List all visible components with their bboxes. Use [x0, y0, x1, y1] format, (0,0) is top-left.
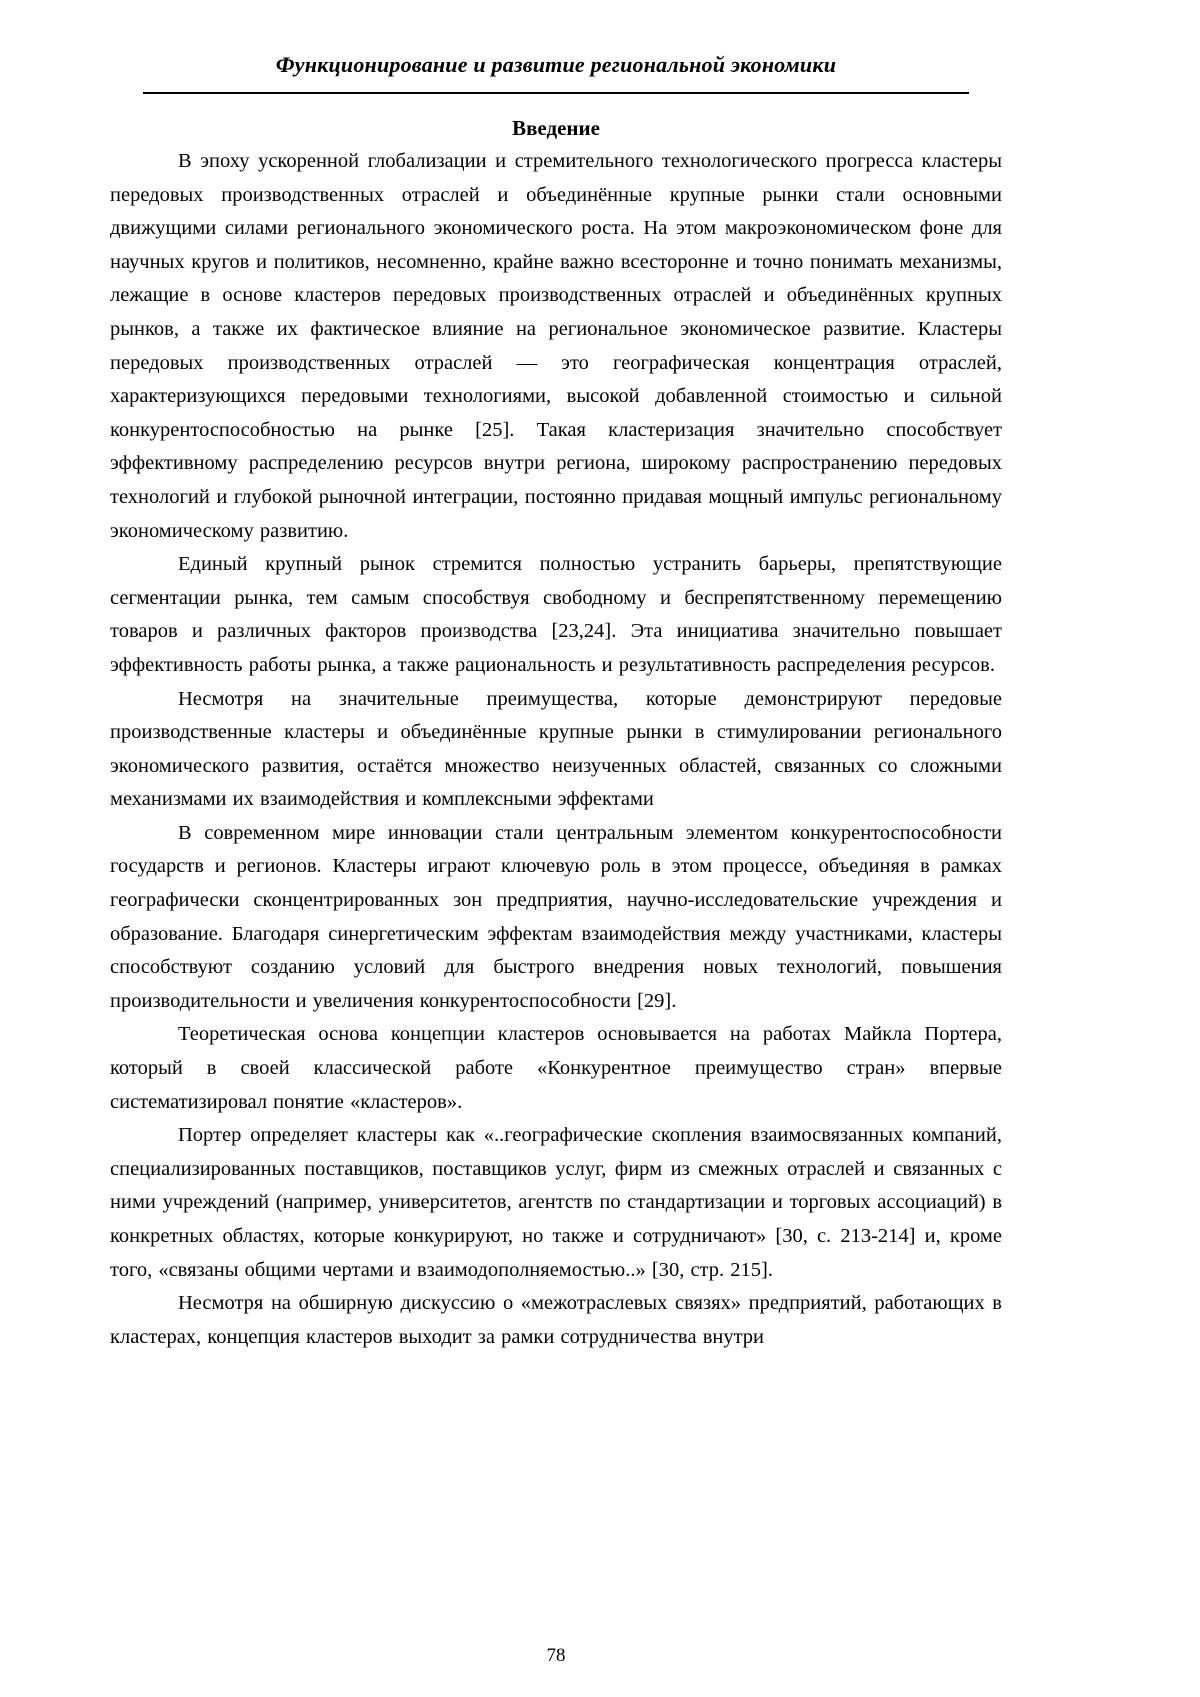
paragraph-7: Несмотря на обширную дискуссию о «межотраслевых связях» предприятий, работающих в кластерах, концепция кластеров выходит за рамки сотрудничества внутри — [110, 1292, 1002, 1348]
body-text — [110, 145, 1002, 1354]
header-rule — [143, 92, 969, 94]
paragraph-6: Портер определяет кластеры как «..географические скопления взаимосвязанных компаний, специализированных поставщиков, поставщиков услуг, фирм из смежных отраслей и связанных с ними учреждений (например, университетов, агентств по стандартизации и торговых ассоциаций) в конкретных областях, которые конкурируют, но также и сотрудничают» [30, с. 213-214] и, кроме того, «связаны общими чертами и взаимодополняемостью..» [30, стр. 215]. — [110, 1124, 1002, 1281]
running-head: Функционирование и развитие региональной экономики — [275, 52, 837, 77]
section-title: Введение — [512, 116, 600, 140]
page-footer — [110, 1635, 1002, 1667]
paragraph-2: Единый крупный рынок стремится полностью устранить барьеры, препятствующие сегментации рынка, тем самым способствуя свободному и беспрепятственному перемещению товаров и различных факторов производства [23,24]. Эта инициатива значительно повышает эффективность работы рынка, а также рациональность и результативность распределения ресурсов. — [110, 553, 1002, 676]
page-number: 78 — [546, 1645, 566, 1666]
paragraph-4: В современном мире инновации стали центральным элементом конкурентоспособности государств и регионов. Кластеры играют ключевую роль в этом процессе, объединяя в рамках географически сконцентрированных зон предприятия, научно-исследовательские учреждения и образование. Благодаря синергетическим эффектам взаимодействия между участниками, кластеры способствуют созданию условий для быстрого внедрения новых технологий, повышения производительности и увеличения конкурентоспособности [29]. — [110, 821, 1002, 1012]
paragraph-3: Несмотря на значительные преимущества, которые демонстрируют передовые производственные кластеры и объединённые крупные рынки в стимулировании регионального экономического развития, остаётся множество неизученных областей, связанных со сложными механизмами их взаимодействия и комплексными эффектами — [110, 687, 1002, 811]
paragraph-5: Теоретическая основа концепции кластеров основывается на работах Майкла Портера, который в своей классической работе «Конкурентное преимущество стран» впервые систематизировал понятие «кластеров». — [110, 1023, 1002, 1113]
paragraph-1: В эпоху ускоренной глобализации и стремительного технологического прогресса кластеры передовых производственных отраслей и объединённые крупные рынки стали основными движущими силами регионального экономического роста. На этом макроэкономическом фоне для научных кругов и политиков, несомненно, крайне важно всесторонне и точно понимать механизмы, лежащие в основе кластеров передовых производственных отраслей и объединённых крупных рынков, а также их фактическое влияние на региональное экономическое развитие. Кластеры передовых производственных отраслей — это географическая концентрация отраслей, характеризующихся передовыми технологиями, высокой добавленной стоимостью и сильной конкурентоспособностью на рынке [25]. Такая кластеризация значительно способствует эффективному распределению ресурсов внутри региона, широкому распространению передовых технологий и глубокой рыночной интеграции, постоянно придавая мощный импульс региональному экономическому развитию. — [110, 150, 1002, 542]
page-header — [110, 52, 1002, 110]
